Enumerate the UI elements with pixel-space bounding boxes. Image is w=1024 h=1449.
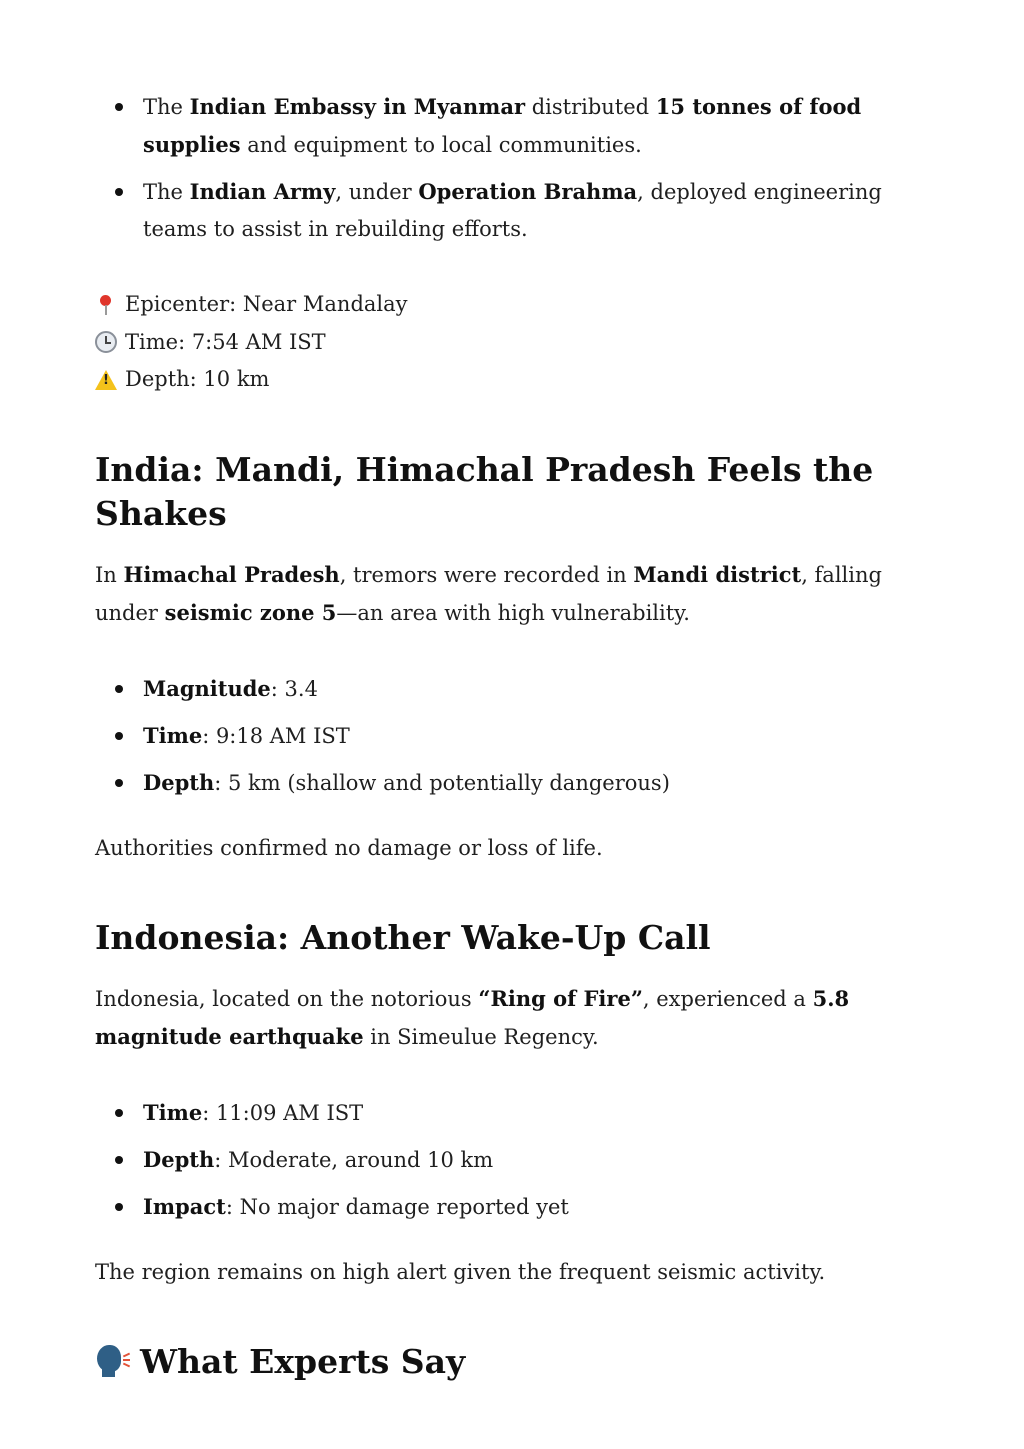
- bold-text: 5.8 magnitude earthquake: [95, 985, 850, 1049]
- relief-list: [95, 88, 946, 248]
- list-item: The Indian Embassy in Myanmar distributed 15 tonnes of food supplies and equipment to local communities.: [143, 88, 946, 164]
- bold-text: seismic zone 5: [164, 599, 337, 625]
- indonesia-details-list: [95, 1094, 946, 1226]
- list-item: Depth: Moderate, around 10 km: [143, 1141, 946, 1179]
- list-item: Depth: 5 km (shallow and potentially dangerous): [143, 764, 946, 802]
- bold-text: Himachal Pradesh: [123, 561, 340, 587]
- india-heading: India: Mandi, Himachal Pradesh Feels the Shakes: [95, 449, 874, 533]
- list-item: Time: 11:09 AM IST: [143, 1094, 946, 1132]
- india-note: Authorities confirmed no damage or loss of life.: [95, 835, 603, 860]
- pin-icon: [95, 294, 117, 316]
- list-item: Impact: No major damage reported yet: [143, 1188, 946, 1226]
- time-line: Time: 7:54 AM IST: [95, 324, 946, 362]
- indonesia-note: The region remains on high alert given the frequent seismic activity.: [95, 1259, 826, 1284]
- bold-text: Indian Army: [189, 179, 336, 204]
- bold-text: 15 tonnes of food supplies: [143, 94, 862, 157]
- bold-text: Indian Embassy in Myanmar: [189, 94, 526, 119]
- india-details-list: [95, 670, 946, 802]
- bold-text: Operation Brahma: [418, 179, 638, 204]
- experts-heading: What Experts Say: [95, 1340, 946, 1384]
- india-intro: In Himachal Pradesh, tremors were recorded in Mandi district, falling under seismic zone 5—an area with high vulnerability.: [95, 561, 882, 625]
- quick-facts: [95, 286, 946, 399]
- warning-icon: [95, 369, 117, 391]
- list-item: Time: 9:18 AM IST: [143, 717, 946, 755]
- list-item: Magnitude: 3.4: [143, 670, 946, 708]
- epicenter-line: Epicenter: Near Mandalay: [95, 286, 946, 324]
- indonesia-heading: Indonesia: Another Wake-Up Call: [95, 917, 711, 957]
- speaking-head-icon: [95, 1343, 131, 1377]
- list-item: The Indian Army, under Operation Brahma, deployed engineering teams to assist in rebuilding efforts.: [143, 173, 946, 248]
- depth-line: ! Depth: 10 km: [95, 361, 946, 399]
- clock-icon: [95, 331, 117, 353]
- bold-text: Mandi district: [633, 561, 802, 587]
- indonesia-intro: Indonesia, located on the notorious “Ring of Fire”, experienced a 5.8 magnitude earthquake in Simeulue Regency.: [95, 985, 850, 1049]
- bold-text: “Ring of Fire”: [478, 985, 643, 1011]
